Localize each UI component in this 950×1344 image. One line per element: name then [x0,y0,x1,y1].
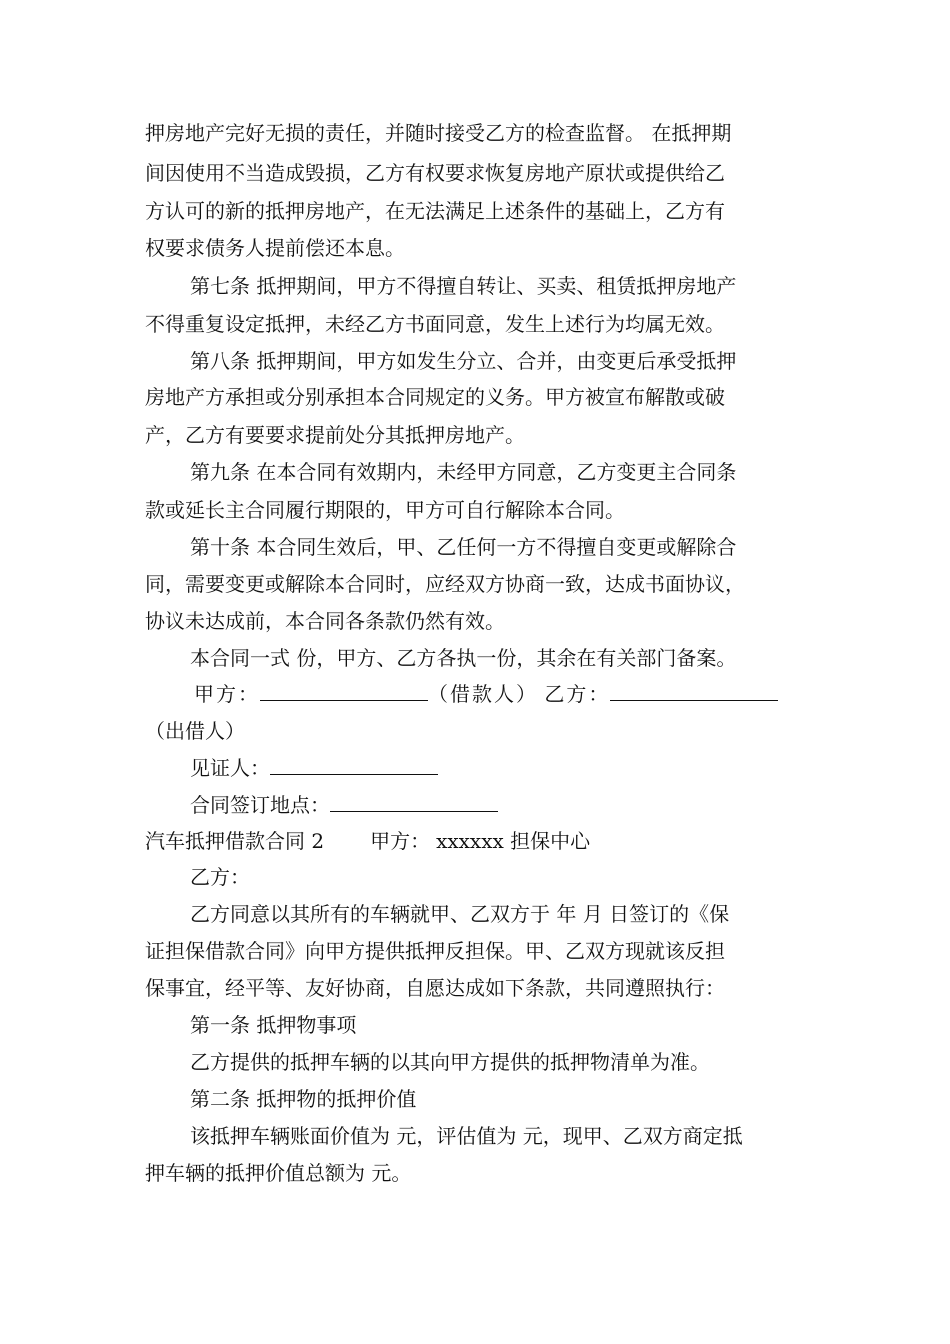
contract-2-heading [145,823,825,860]
signature-line [194,676,830,713]
borrower-label: （借款人） [428,682,538,706]
paragraph-line: 协议未达成前，本合同各条款仍然有效。 [145,609,505,633]
copies-line: 本合同一式 份，甲方、乙方各执一份，其余在有关部门备案。 [190,646,737,670]
paragraph-line: 房地产方承担或分别承担本合同规定的义务。甲方被宣布解散或破 [145,385,725,409]
article-8-line: 第八条 抵押期间，甲方如发生分立、合并，由变更后承受抵押 [190,349,737,373]
paragraph-line: 保事宜，经平等、友好协商，自愿达成如下条款，共同遵照执行： [145,976,725,1000]
article-10-line: 第十条 本合同生效后，甲、乙任何一方不得擅自变更或解除合 [190,535,737,559]
preamble-line: 乙方同意以其所有的车辆就甲、乙双方于 年 月 日签订的《保 [190,902,730,926]
paragraph-line: 同，需要变更或解除本合同时，应经双方协商一致，达成书面协议， [145,572,745,596]
signing-place-line [190,787,830,824]
witness-label: 见证人： [190,756,270,780]
paragraph-line: 证担保借款合同》向甲方提供抵押反担保。甲、乙双方现就该反担 [145,939,725,963]
lender-label: （出借人） [145,719,245,743]
witness-line [190,750,830,787]
paragraph-line: 方认可的新的抵押房地产，在无法满足上述条件的基础上，乙方有 [145,199,725,223]
signing-place-blank [330,789,498,812]
contract-2-title: 汽车抵押借款合同 2 [145,829,325,853]
paragraph-line: 款或延长主合同履行期限的，甲方可自行解除本合同。 [145,498,625,522]
paragraph-line: 押房地产完好无损的责任，并随时接受乙方的检查监督。 在抵押期 [145,121,732,145]
party-b-blank [610,678,778,701]
article-7-line: 第七条 抵押期间，甲方不得擅自转让、买卖、租赁抵押房地产 [190,274,737,298]
paragraph-line: 不得重复设定抵押，未经乙方书面同意，发生上述行为均属无效。 [145,312,725,336]
party-a-blank [260,678,428,701]
article-1-heading: 第一条 抵押物事项 [190,1013,357,1037]
party-b2-label: 乙方： [190,865,250,889]
article-9-line: 第九条 在本合同有效期内，未经甲方同意，乙方变更主合同条 [190,460,737,484]
article-2-heading: 第二条 抵押物的抵押价值 [190,1087,417,1111]
party-a2-name: xxxxxx 担保中心 [436,829,591,853]
witness-blank [270,752,438,775]
paragraph-line: 权要求债务人提前偿还本息。 [145,236,405,260]
paragraph-line: 产，乙方有要要求提前处分其抵押房地产。 [145,423,525,447]
paragraph-line: 该抵押车辆账面价值为 元，评估值为 元，现甲、乙双方商定抵 [190,1124,743,1148]
party-a-label: 甲方： [194,682,260,706]
paragraph-line: 乙方提供的抵押车辆的以其向甲方提供的抵押物清单为准。 [190,1050,710,1074]
party-b-label: 乙方： [544,682,611,706]
paragraph-line: 押车辆的抵押价值总额为 元。 [145,1161,412,1185]
signing-place-label: 合同签订地点： [190,793,330,817]
party-a2-label: 甲方： [370,829,431,853]
paragraph-line: 间因使用不当造成毁损，乙方有权要求恢复房地产原状或提供给乙 [145,161,725,185]
